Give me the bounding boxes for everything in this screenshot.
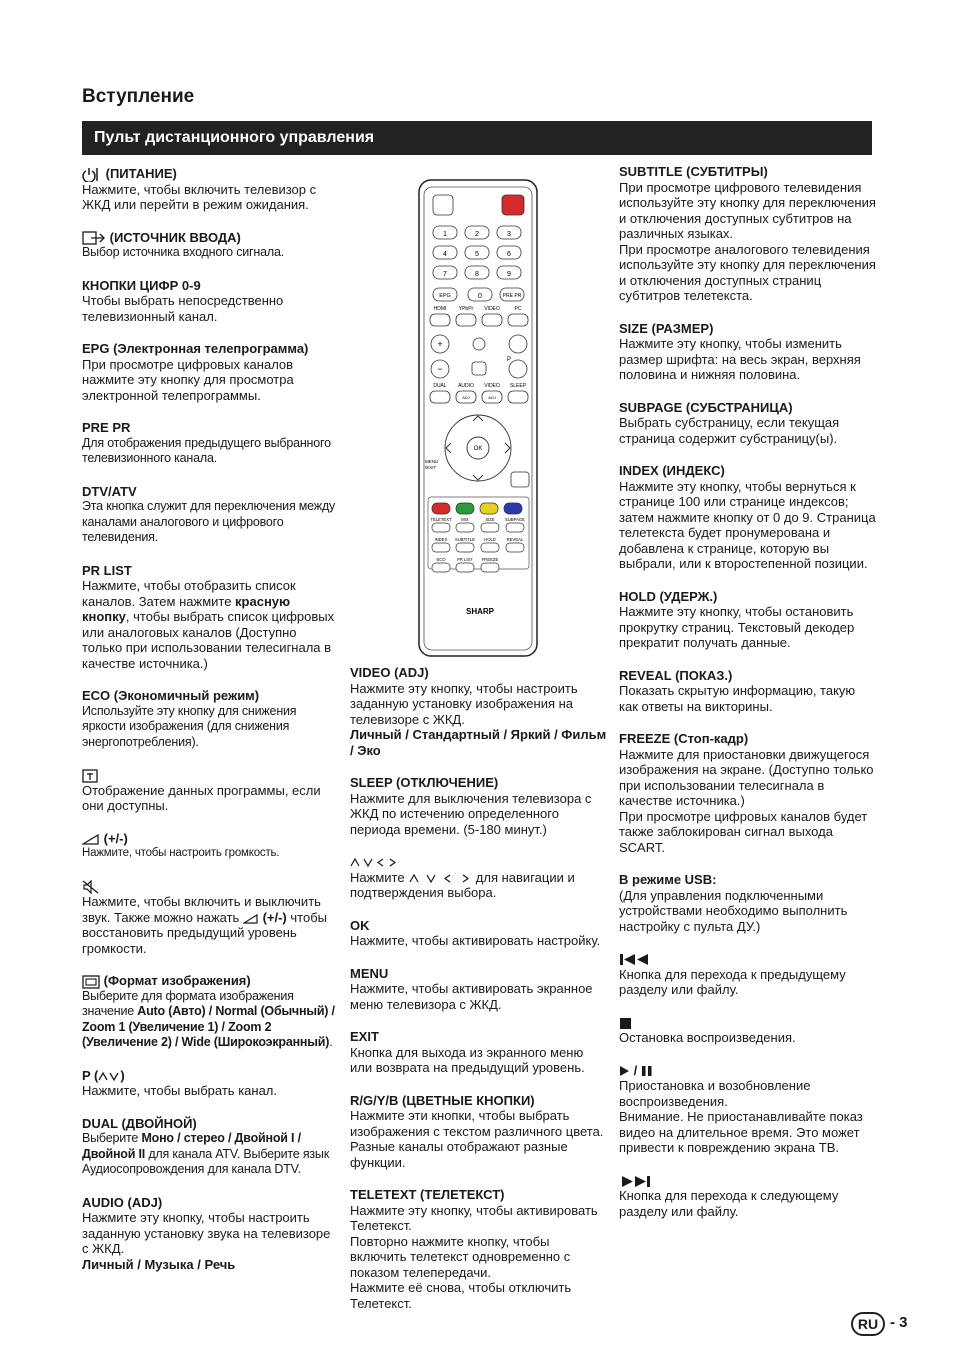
audio-options: Личный / Музыка / Речь [82,1256,236,1272]
remote-ch-up [509,335,527,353]
ok-heading: OK [350,917,370,933]
teletext-text-1: Нажмите эту кнопку, чтобы активировать Телетекст. [350,1202,598,1233]
remote-red-button [432,503,450,514]
prev-text: Кнопка для перехода к предыдущему разделу или файлу. [619,966,846,997]
hold-text: Нажмите эту кнопку, чтобы остановить прокрутку страниц. Текстовый декодер прекратит получать данные. [619,604,855,650]
remote-teletext-label: INDEX [434,537,448,542]
mute-section [82,879,337,957]
page-number: - 3 [890,1314,908,1331]
teletext-section [350,1187,608,1311]
remote-digit-label: 4 [443,251,447,258]
exit-section [350,1029,608,1076]
volume-text: Нажмите, чтобы настроить громкость. [82,847,280,860]
remote-control-illustration [418,179,538,657]
freeze-text-1: Нажмите для приостановки движущегося изображения на экране. (Доступно только при использовании телесигнала в качестве источника.) [619,746,874,808]
remote-source-button [482,314,502,326]
remote-zero-label: 0 [478,293,482,300]
remote-menu-label: MENU [425,459,439,464]
audio-heading: AUDIO (ADJ) [82,1194,163,1210]
size-text: Нажмите эту кнопку, чтобы изменить размер шрифта: на весь экран, верхняя половина и нижняя половина. [619,336,861,382]
power-text: Нажмите, чтобы включить телевизор с ЖКД или перейти в режим ожидания. [82,181,317,213]
digits-heading: КНОПКИ ЦИФР 0-9 [82,277,201,293]
remote-epg-label: EPG [439,293,451,299]
reveal-text: Показать скрытую информацию, такую как ответы на викторины. [619,683,856,714]
rgyb-heading: R/G/Y/B (ЦВЕТНЫЕ КНОПКИ) [350,1092,535,1108]
pause-icon [641,1065,653,1077]
usb-section [619,872,877,934]
remote-brand: SHARP [465,607,495,616]
info-icon [82,769,98,783]
remote-teletext-label: FREEZE [481,557,499,562]
navigation-arrows-icon [350,857,398,868]
remote-function-label: DUAL [433,383,447,389]
remote-exit-label: /EXIT [425,465,437,470]
remote-info-button [511,472,529,487]
next-section [619,1173,877,1220]
mute-icon [82,880,100,894]
dual-heading: DUAL (ДВОЙНОЙ) [82,1115,197,1131]
index-heading: INDEX (ИНДЕКС) [619,463,725,478]
subpage-heading: SUBPAGE (СУБСТРАНИЦА) [619,399,793,415]
remote-digit-label: 7 [443,271,447,278]
dtv-text: Эта кнопка служит для переключения между каналами аналогового и цифрового телевидения. [82,499,336,545]
menu-section [350,966,608,1013]
remote-teletext-button [481,523,499,532]
play-text-2: Внимание. Не приостанавливайте показ видео на длительное время. Это может привести к повреждению экрана ТВ. [619,1109,863,1155]
prepr-section [82,420,337,467]
hold-heading: HOLD (УДЕРЖ.) [619,588,718,604]
remote-source-label: YPbPr [458,306,474,312]
remote-source-label: PC [514,306,522,312]
menu-heading: MENU [350,965,389,981]
volume-heading: (+/-) [103,830,128,846]
audio-section [82,1195,337,1273]
eco-text: Используйте эту кнопку для снижения яркости изображения (для снижения энергопотребления). [82,703,297,749]
column-middle [350,665,608,1328]
remote-function-label: AUDIO [458,383,474,389]
usb-heading: В режиме USB: [619,872,717,887]
remote-teletext-button [481,563,499,572]
remote-digit-label: 3 [507,231,511,238]
page-title: Вступление [82,86,195,107]
eco-heading: ECO (Экономичный режим) [82,688,260,704]
p-text: Нажмите, чтобы выбрать канал. [82,1083,278,1099]
video-options: Личный / Стандартный / Яркий / Фильм / Эко [350,727,607,758]
remote-teletext-label: ECO [436,557,446,562]
remote-function-button [508,391,528,403]
remote-teletext-button [456,563,474,572]
epg-text: При просмотре цифровых каналов нажмите эту кнопку для просмотра электронной телепрограммы. [82,356,294,403]
teletext-text-3: Нажмите её снова, чтобы отключить Телетекст. [350,1280,572,1311]
prlist-heading: PR LIST [82,562,132,578]
remote-yellow-button [480,503,498,514]
navigation-arrows-icon-inline [408,873,472,884]
dual-section [82,1116,337,1178]
volume-icon-inline [243,913,259,924]
remote-teletext-button [456,543,474,552]
remote-teletext-button [432,563,450,572]
subtitle-text-1: При просмотре цифрового телевидения используйте эту кнопку для переключения и отключения доступных субтитров на различных языках. [619,179,876,241]
column-left [82,166,337,1289]
remote-teletext-button [432,523,450,532]
subtitle-heading: SUBTITLE (СУБТИТРЫ) [619,164,768,179]
remote-input-button [433,195,453,215]
p-section: P ( ) Нажмите, чтобы выбрать канал. [82,1068,337,1099]
format-heading: (Формат изображения) [103,973,251,989]
remote-source-label: HDMI [433,306,447,312]
remote-blue-button [504,503,522,514]
remote-teletext-label: SIZE [485,517,495,522]
svg-text:+: + [437,339,443,349]
remote-digit-label: 8 [475,271,479,278]
subpage-section [619,400,877,447]
teletext-heading: TELETEXT (ТЕЛЕТЕКСТ) [350,1187,505,1202]
size-section [619,321,877,383]
column-right [619,164,877,1236]
remote-function-label: VIDEO [484,383,500,389]
remote-source-button [456,314,476,326]
video-heading: VIDEO (ADJ) [350,665,429,680]
remote-digit-label: 5 [475,251,479,258]
up-down-icon [98,1071,120,1082]
prlist-text: Нажмите, чтобы отобразить список каналов. Затем нажмите красную кнопку, чтобы выбрать список цифровых или аналоговых каналов (Доступно только при использовании телесигнала в качестве источника.) [82,578,335,671]
dtv-section [82,484,337,546]
remote-digit-label: 9 [507,271,511,278]
audio-text: Нажмите эту кнопку, чтобы настроить заданную установку звука на телевизоре с ЖКД. [82,1210,331,1257]
remote-teletext-button [481,543,499,552]
input-heading: (ИСТОЧНИК ВВОДА) [109,229,241,245]
eco-section [82,688,337,750]
freeze-text-2: При просмотре цифровых каналов будет также заблокирован сигнал выхода SCART. [619,808,868,855]
play-text-1: Приостановка и возобновление воспроизведения. [619,1078,811,1109]
reveal-section [619,668,877,715]
remote-format-button [472,362,486,375]
remote-teletext-button [506,523,524,532]
remote-green-button [456,503,474,514]
remote-function-button [430,391,450,403]
skip-next-icon [619,1175,651,1188]
prev-section [619,951,877,998]
remote-digit-label: 1 [443,231,447,238]
remote-adj-label: ADJ [462,395,470,400]
dtv-heading: DTV/ATV [82,483,137,499]
picture-format-icon [82,975,100,989]
sleep-text: Нажмите для выключения телевизора с ЖКД по истечению определенного периода времени. (5-180 минут.) [350,790,592,837]
rgyb-section [350,1093,608,1171]
freeze-heading: FREEZE (Стоп-кадр) [619,731,749,746]
remote-teletext-button [432,543,450,552]
subtitle-text-2: При просмотре аналогового телевидения используйте эту кнопку для переключения и отключения доступных страниц субтитров телетекста. [619,241,876,303]
exit-text: Кнопка для выхода из экранного меню или возврата на предыдущий уровень. [350,1044,585,1075]
input-text: Выбор источника входного сигнала. [82,245,284,260]
exit-heading: EXIT [350,1029,379,1044]
format-section [82,973,337,1051]
svg-text:−: − [437,364,443,374]
info-text: Отображение данных программы, если они доступны. [82,782,321,814]
volume-icon [82,833,100,845]
remote-digit-label: 2 [475,231,479,238]
remote-source-label: VIDEO [484,306,500,312]
video-section [350,665,608,758]
input-section [82,230,337,261]
remote-teletext-label: PR LIST [457,557,473,562]
play-pause-section: / Приостановка и возобновление воспроизведения. Внимание. Не приостанавливайте показ видео на длительное время. Это может привести к повреждению экрана ТВ. [619,1063,877,1156]
remote-prepr-label: PRE PR [502,293,522,299]
remote-teletext-button [456,523,474,532]
remote-source-button [430,314,450,326]
language-badge: RU [851,1312,885,1336]
skip-previous-icon [619,953,651,966]
size-heading: SIZE (РАЗМЕР) [619,320,714,336]
volume-section [82,831,337,862]
power-section [82,166,337,213]
remote-source-button [508,314,528,326]
sleep-section [350,775,608,837]
hold-section [619,589,877,651]
power-icon [82,168,102,182]
next-text: Кнопка для перехода к следующему разделу или файлу. [619,1188,839,1219]
remote-ok-label: OK [473,446,483,452]
remote-p-label: P [507,357,512,363]
usb-text: (Для управления подключенными устройствами необходимо выполнить настройку с пульта ДУ.) [619,887,848,934]
prepr-text: Для отображения предыдущего выбранного телевизионного канала. [82,435,331,466]
index-section [619,463,877,572]
remote-mute-button [473,338,485,350]
remote-teletext-button [506,543,524,552]
info-section [82,767,337,814]
prepr-heading: PRE PR [82,420,131,436]
stop-icon [619,1017,633,1030]
nav-section [350,854,608,901]
remote-ch-down [509,360,527,378]
index-text: Нажмите эту кнопку, чтобы вернуться к странице 100 или странице индексов; затем нажмите кнопку от 0 до 9. Страница телетекста будет пронумерована и добавлена к странице, которую вы выбрали, или к второстепенной позиции. [619,478,876,571]
remote-teletext-label: SUBPAGE [505,517,525,522]
remote-teletext-label: REVEAL [506,537,524,542]
remote-teletext-label: MIX [461,517,469,522]
remote-teletext-label: SUBTITLE [454,537,476,542]
sleep-heading: SLEEP (ОТКЛЮЧЕНИЕ) [350,775,499,790]
remote-power-button [502,195,524,215]
rgyb-text: Нажмите эти кнопки, чтобы выбрать изображения с текстом различного цвета. Разные каналы отображают разные функции. [350,1108,604,1170]
nav-text: Нажмите для навигации и подтверждения выбора. [350,869,575,900]
reveal-heading: REVEAL (ПОКАЗ.) [619,667,733,683]
play-icon [619,1065,630,1077]
epg-heading: EPG (Электронная телепрограмма) [82,341,309,357]
remote-adj-label: ADJ [488,395,496,400]
digits-section [82,278,337,325]
ok-text: Нажмите, чтобы активировать настройку. [350,933,601,948]
power-heading: (ПИТАНИЕ) [105,166,177,181]
digits-text: Чтобы выбрать непосредственно телевизионный канал. [82,293,284,324]
teletext-text-2: Повторно нажмите кнопку, чтобы включить телетекст одновременно с показом телепередачи. [350,1233,571,1280]
input-source-icon [82,231,106,245]
video-text: Нажмите эту кнопку, чтобы настроить заданную установку изображения на телевизоре с ЖКД. [350,680,578,727]
subpage-text: Выбрать субстраницу, если текущая страница содержит субстраницу(ы). [619,415,840,446]
stop-section [619,1015,877,1046]
subtitle-section [619,164,877,304]
format-text: Выберите для формата изображения значение Auto (Авто) / Normal (Обычный) / Zoom 1 (Увеличение 1) / Zoom 2 (Увеличение 2) / Wide (Широкоэкранный). [82,988,335,1050]
menu-text: Нажмите, чтобы активировать экранное меню телевизора с ЖКД. [350,981,593,1012]
ok-section [350,918,608,949]
remote-function-label: SLEEP [509,383,527,389]
remote-digit-label: 6 [507,251,511,258]
stop-text: Остановка воспроизведения. [619,1030,796,1045]
remote-teletext-label: HOLD [484,537,496,542]
freeze-section [619,731,877,855]
remote-teletext-label: TELETEXT [430,517,452,522]
mute-text: Нажмите, чтобы включить и выключить звук. Также можно нажать (+/-) чтобы восстановить предыдущий уровень громкости. [82,894,327,956]
prlist-section [82,563,337,672]
section-title: Пульт дистанционного управления [82,121,872,155]
dual-text: Выберите Моно / стерео / Двойной I / Двойной II для канала ATV. Выберите язык Аудиосопровождения для канала DTV. [82,1131,329,1177]
epg-section [82,341,337,403]
